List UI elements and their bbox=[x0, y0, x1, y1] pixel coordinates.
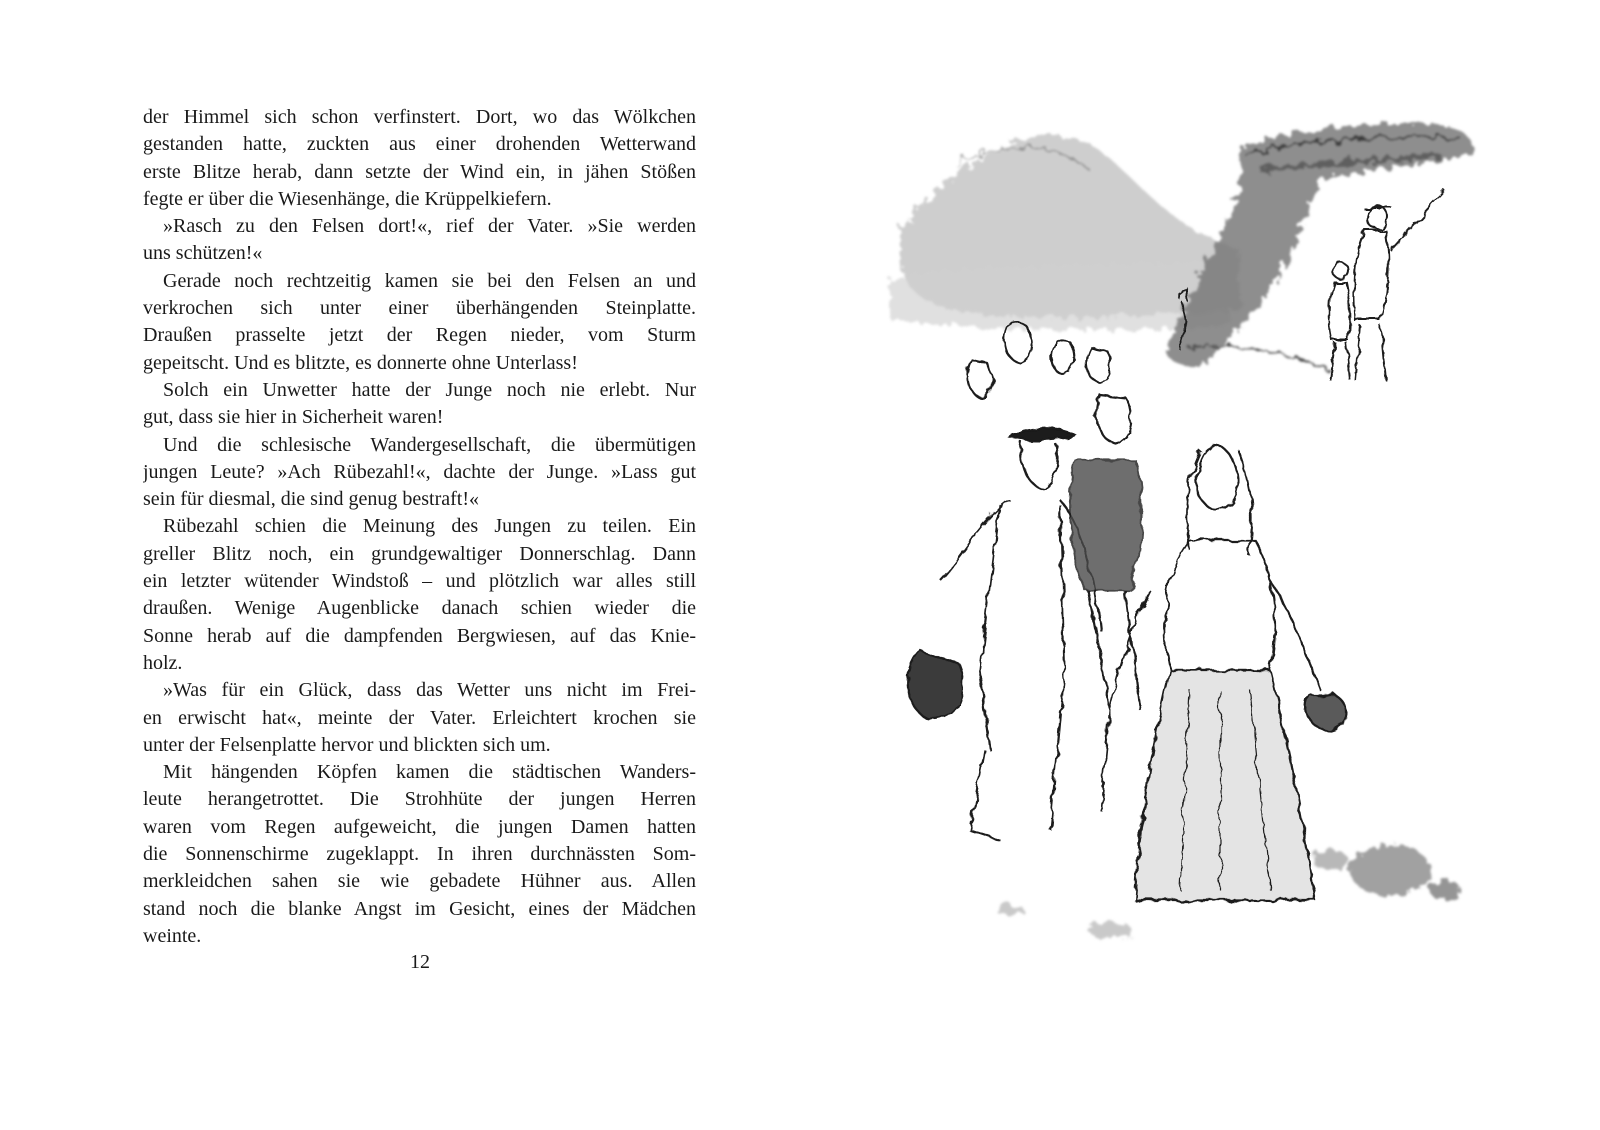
text-line: der Himmel sich schon verfinstert. Dort, wo das Wölkchen bbox=[143, 106, 696, 128]
text-line: Gerade noch rechtzeitig kamen sie bei den Felsen an und bbox=[163, 269, 696, 292]
text-line: verkrochen sich unter einer überhängenden Steinplatte. bbox=[143, 297, 696, 320]
text-line: Solch ein Unwetter hatte der Junge noch nie erlebt. Nur bbox=[163, 378, 696, 401]
text-line: erste Blitze herab, dann setzte der Wind ein, in jähen Stößen bbox=[143, 160, 696, 183]
text-line: gestanden hatte, zuckten aus einer drohenden Wetterwand bbox=[143, 133, 696, 156]
text-line: Mit hängenden Köpfen kamen die städtischen Wanders- bbox=[163, 761, 696, 784]
text-line: holz. bbox=[143, 651, 183, 674]
text-line: leute herangetrottet. Die Strohhüte der jungen Herren bbox=[143, 788, 696, 811]
text-page bbox=[143, 104, 696, 950]
text-line: gepeitscht. Und es blitzte, es donnerte ohne Unterlass! bbox=[143, 351, 578, 374]
text-line: Rübezahl schien die Meinung des Jungen zu teilen. Ein bbox=[163, 515, 696, 538]
text-line: ein letzter wütender Windstoß – und plötzlich war alles still bbox=[143, 570, 696, 593]
text-line: weinte. bbox=[143, 924, 202, 947]
text-line: die Sonnenschirme zugeklappt. In ihren durchnässten Som- bbox=[143, 843, 696, 866]
text-line: »Rasch zu den Felsen dort!«, rief der Vater. »Sie werden bbox=[163, 215, 696, 238]
text-line: draußen. Wenige Augenblicke danach schien wieder die bbox=[143, 597, 696, 620]
text-line: greller Blitz noch, ein grundgewaltiger Donnerschlag. Dann bbox=[143, 542, 696, 565]
text-line: en erwischt hat«, meinte der Vater. Erleichtert krochen sie bbox=[143, 706, 696, 729]
text-line: gut, dass sie hier in Sicherheit waren! bbox=[143, 406, 444, 429]
text-line: stand noch die blanke Angst im Gesicht, eines der Mädchen bbox=[143, 897, 696, 920]
text-line: waren vom Regen aufgeweicht, die jungen Damen hatten bbox=[143, 815, 696, 838]
text-line: sein für diesmal, die sind genug bestraft!« bbox=[143, 488, 480, 511]
text-line: Draußen prasselte jetzt der Regen nieder, vom Sturm bbox=[143, 324, 696, 347]
page-number: 12 bbox=[410, 951, 430, 973]
text-line: uns schützen!« bbox=[143, 242, 263, 265]
text-line: fegte er über die Wiesenhänge, die Krüppelkiefern. bbox=[143, 187, 552, 210]
text-line: Sonne herab auf die dampfenden Bergwiesen, auf das Knie- bbox=[143, 624, 696, 647]
hikers-group bbox=[908, 288, 1347, 900]
text-line: Und die schlesische Wandergesellschaft, die übermütigen bbox=[163, 433, 696, 456]
text-line: unter der Felsenplatte hervor und blickten sich um. bbox=[143, 733, 551, 756]
text-line: jungen Leute? »Ach Rübezahl!«, dachte der Junge. »Lass gut bbox=[143, 460, 696, 483]
ink-illustration-hikers-under-rock bbox=[860, 110, 1500, 970]
text-line: »Was für ein Glück, dass das Wetter uns nicht im Frei- bbox=[163, 679, 696, 702]
text-line: merkleidchen sahen sie wie gebadete Hühner aus. Allen bbox=[143, 870, 696, 893]
father-and-son bbox=[1329, 190, 1445, 380]
